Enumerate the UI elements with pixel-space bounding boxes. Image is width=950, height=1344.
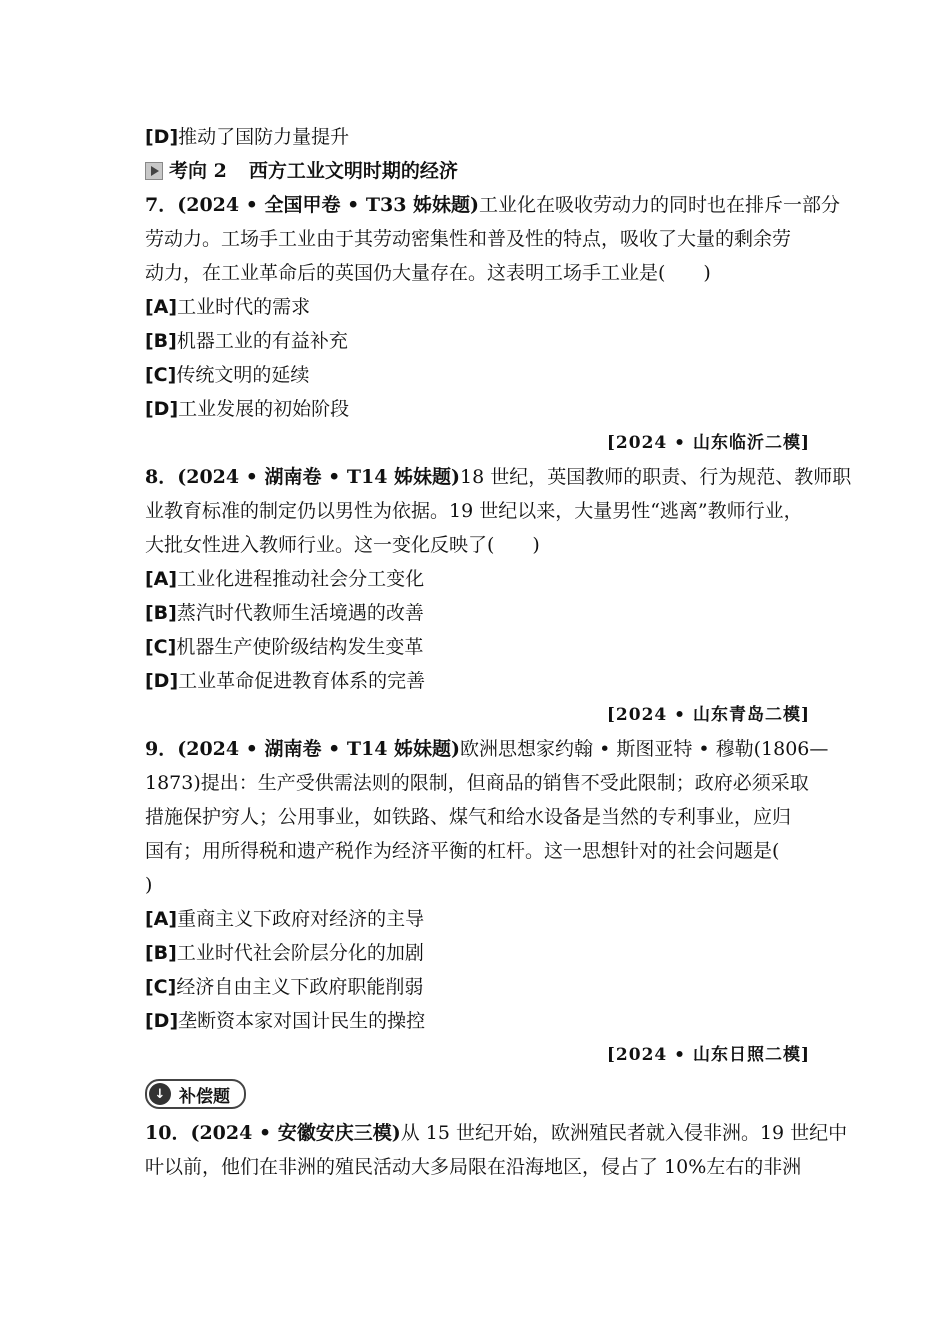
option-text: 工业时代社会阶层分化的加剧 (176, 942, 424, 964)
option-text: 蒸汽时代教师生活境遇的改善 (176, 602, 424, 624)
option-text: 工业化进程推动社会分工变化 (177, 568, 425, 590)
option-d[interactable] (145, 392, 810, 426)
option-d[interactable] (145, 664, 810, 698)
question-9 (145, 732, 829, 1072)
question-text: 1873)提出：生产受供需法则的限制，但商品的销售不受此限制；政府必须采取 (145, 772, 809, 794)
option-text: 垄断资本家对国计民生的操控 (178, 1010, 426, 1032)
option-label: [D] (145, 398, 179, 420)
question-tag: (2024 • 安徽安庆三模) (190, 1122, 401, 1144)
option-text: 机器生产使阶级结构发生变革 (176, 636, 424, 658)
question-number: 10． (145, 1122, 191, 1144)
question-text: ) (145, 874, 153, 896)
option-label: [C] (145, 636, 177, 658)
option-d[interactable] (145, 120, 810, 154)
supplement-badge-row (145, 1072, 810, 1116)
option-c[interactable] (145, 358, 810, 392)
option-text: 工业时代的需求 (177, 296, 311, 318)
option-b[interactable] (145, 324, 810, 358)
option-label: [D] (145, 670, 179, 692)
option-label: [D] (145, 1010, 179, 1032)
section-title: 西方工业文明时期的经济 (248, 160, 458, 182)
badge-label: 补偿题 (179, 1086, 230, 1107)
option-a[interactable] (145, 562, 810, 596)
option-text: 机器工业的有益补充 (176, 330, 348, 352)
question-source: [2024 • 山东临沂二模] (606, 433, 810, 453)
question-tag: (2024 • 湖南卷 • T14 姊妹题) (177, 466, 461, 488)
option-a[interactable] (145, 290, 810, 324)
question-text: 工业化在吸收劳动力的同时也在排斥一部分 (479, 194, 841, 216)
download-arrow-icon: ↓ (149, 1083, 171, 1105)
option-text: 工业发展的初始阶段 (178, 398, 350, 420)
question-8 (145, 460, 852, 732)
option-label: [D] (145, 126, 179, 148)
question-text: 欧洲思想家约翰 • 斯图亚特 • 穆勒(1806— (460, 738, 829, 760)
question-text: 从 15 世纪开始，欧洲殖民者就入侵非洲。19 世纪中 (400, 1122, 848, 1144)
question-text: 国有；用所得税和遗产税作为经济平衡的杠杆。这一思想针对的社会问题是( (145, 840, 780, 862)
option-label: [B] (145, 942, 177, 964)
question-tag: (2024 • 湖南卷 • T14 姊妹题) (177, 738, 461, 760)
option-c[interactable] (145, 630, 810, 664)
option-c[interactable] (145, 970, 810, 1004)
question-number: 7． (145, 194, 178, 216)
question-tag: (2024 • 全国甲卷 • T33 姊妹题) (177, 194, 480, 216)
question-text: 业教育标准的制定仍以男性为依据。19 世纪以来，大量男性“逃离”教师行业， (145, 500, 803, 522)
play-triangle-icon (145, 162, 163, 180)
question-source: [2024 • 山东日照二模] (606, 1045, 810, 1065)
option-b[interactable] (145, 936, 810, 970)
section-prefix: 考向 2 (169, 160, 227, 182)
option-label: [C] (145, 976, 177, 998)
option-label: [A] (145, 296, 178, 318)
option-text: 重商主义下政府对经济的主导 (177, 908, 425, 930)
option-text: 推动了国防力量提升 (178, 126, 350, 148)
question-number: 9． (145, 738, 178, 760)
option-label: [C] (145, 364, 177, 386)
option-a[interactable] (145, 902, 810, 936)
question-10 (145, 1116, 848, 1184)
document-page (145, 120, 852, 1184)
question-text: 措施保护穷人；公用事业，如铁路、煤气和给水设备是当然的专利事业，应归 (145, 806, 792, 828)
option-label: [B] (145, 330, 177, 352)
question-number: 8． (145, 466, 178, 488)
option-label: [B] (145, 602, 177, 624)
option-label: [A] (145, 568, 178, 590)
question-7 (145, 188, 841, 460)
option-b[interactable] (145, 596, 810, 630)
question-text: 18 世纪，英国教师的职责、行为规范、教师职 (460, 466, 852, 488)
option-text: 传统文明的延续 (176, 364, 310, 386)
section-heading (145, 154, 810, 188)
question-text: 动力，在工业革命后的英国仍大量存在。这表明工场手工业是( ) (145, 262, 711, 284)
option-text: 工业革命促进教育体系的完善 (178, 670, 426, 692)
option-label: [A] (145, 908, 178, 930)
question-source: [2024 • 山东青岛二模] (606, 705, 810, 725)
option-text: 经济自由主义下政府职能削弱 (176, 976, 424, 998)
question-text: 大批女性进入教师行业。这一变化反映了( ) (145, 534, 540, 556)
question-text: 劳动力。工场手工业由于其劳动密集性和普及性的特点，吸收了大量的剩余劳 (145, 228, 792, 250)
question-text: 叶以前，他们在非洲的殖民活动大多局限在沿海地区，侵占了 10%左右的非洲 (145, 1156, 802, 1178)
option-d[interactable] (145, 1004, 810, 1038)
supplement-badge (145, 1079, 246, 1109)
